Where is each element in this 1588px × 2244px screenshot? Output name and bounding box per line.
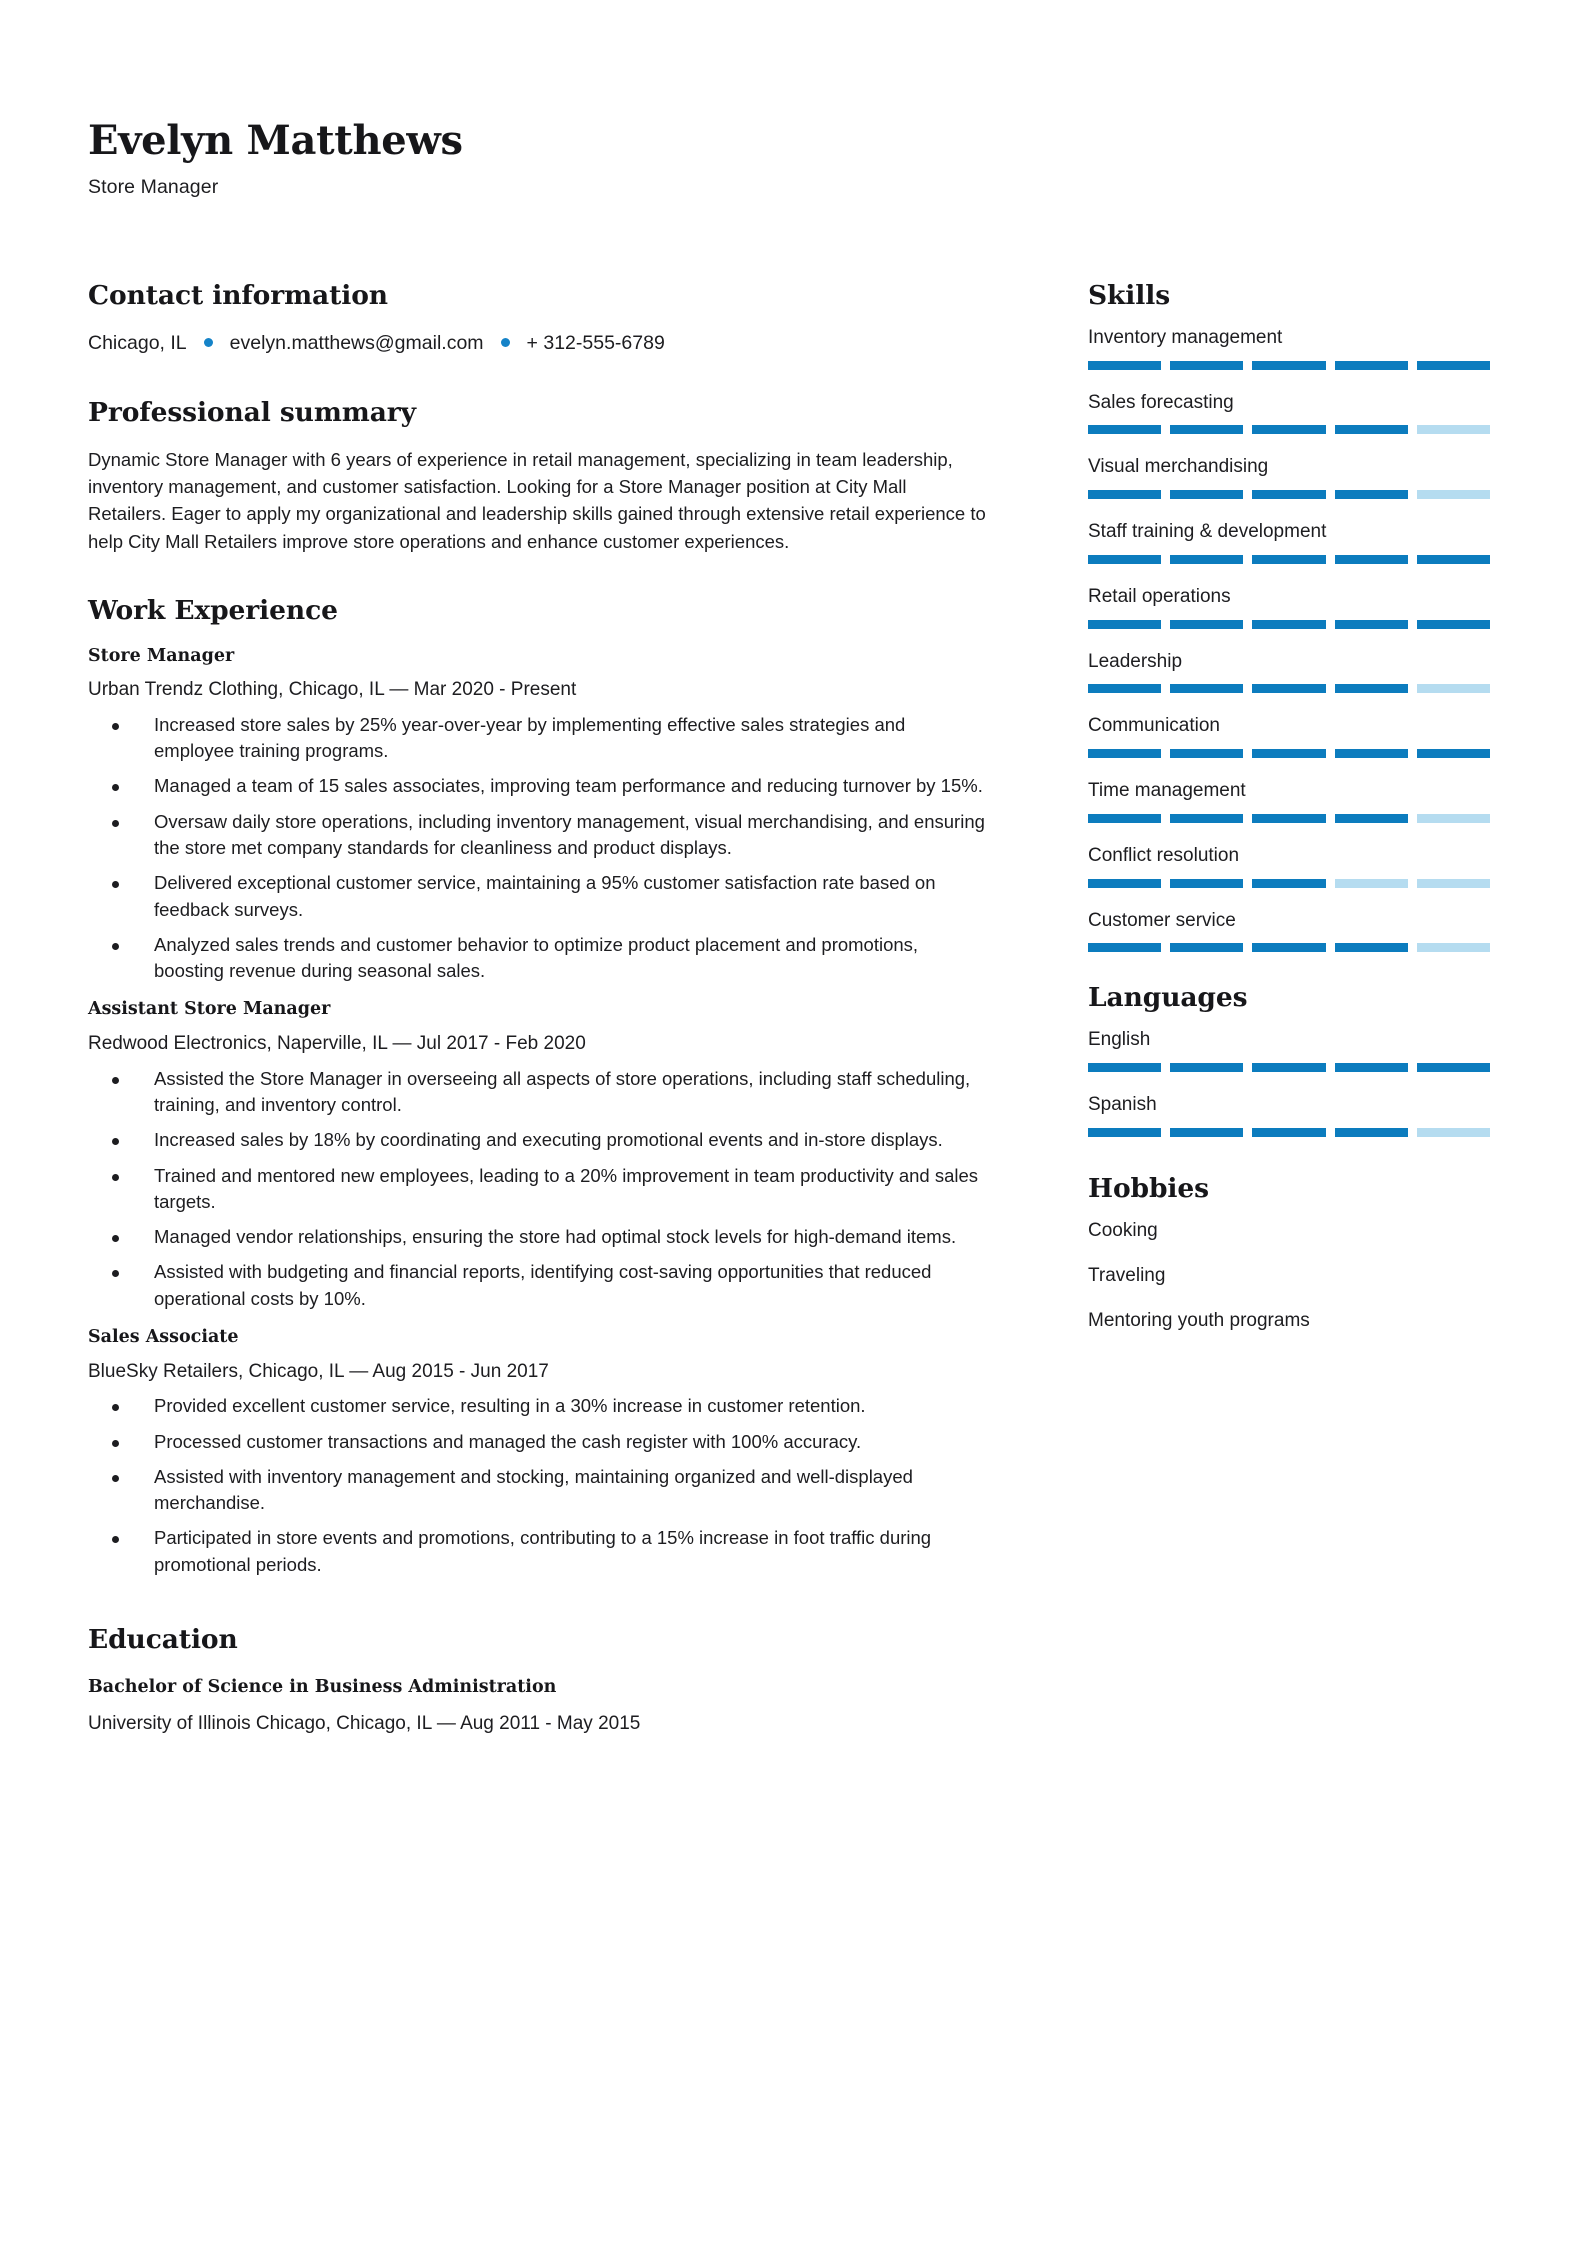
languages-list xyxy=(1088,1028,1490,1137)
professional-summary-section xyxy=(88,397,1018,555)
skill-item-label: Staff training & development xyxy=(1088,521,1327,543)
skill-item-label: Leadership xyxy=(1088,650,1183,672)
hobby-item: Cooking xyxy=(1088,1220,1158,1242)
contact-heading: Contact information xyxy=(88,280,388,311)
education-institution: University of Illinois Chicago, Chicago, IL — Aug 2011 - May 2015 xyxy=(88,1713,641,1735)
language-item-rating-bar xyxy=(1088,1128,1490,1137)
job-bullet: Oversaw daily store operations, including inventory management, visual merchandising, and ensuring the store met company standards for cleanliness and product displays. xyxy=(88,809,988,862)
candidate-job-title: Store Manager xyxy=(88,176,219,198)
rating-segment xyxy=(1252,425,1325,434)
skill-item xyxy=(1088,391,1490,435)
rating-segment xyxy=(1417,555,1490,564)
rating-segment xyxy=(1088,943,1161,952)
rating-segment xyxy=(1170,1128,1243,1137)
skill-item-rating-bar xyxy=(1088,749,1490,758)
language-item-label: Spanish xyxy=(1088,1093,1157,1115)
rating-segment xyxy=(1088,425,1161,434)
skill-item xyxy=(1088,326,1490,370)
rating-segment xyxy=(1252,555,1325,564)
job-role: Sales Associate xyxy=(88,1326,239,1347)
job-entry xyxy=(88,1326,1018,1578)
hobbies-section xyxy=(1088,1173,1490,1333)
skill-item xyxy=(1088,455,1490,499)
rating-segment xyxy=(1335,425,1408,434)
rating-segment xyxy=(1335,490,1408,499)
skill-item-label: Retail operations xyxy=(1088,585,1231,607)
work-experience-section xyxy=(88,595,1018,1578)
languages-heading: Languages xyxy=(1088,982,1248,1014)
rating-segment xyxy=(1335,361,1408,370)
contact-location: Chicago, IL xyxy=(88,331,187,354)
job-bullet: Participated in store events and promotions, contributing to a 15% increase in foot traffic during promotional periods. xyxy=(88,1525,988,1578)
skill-item-rating-bar xyxy=(1088,814,1490,823)
rating-segment xyxy=(1088,555,1161,564)
hobby-item: Mentoring youth programs xyxy=(1088,1309,1310,1331)
job-bullet: Analyzed sales trends and customer behavior to optimize product placement and promotions, boosting revenue during seasonal sales. xyxy=(88,932,988,985)
rating-segment xyxy=(1252,361,1325,370)
education-section xyxy=(88,1624,1018,1737)
rating-segment xyxy=(1417,879,1490,888)
rating-segment xyxy=(1417,361,1490,370)
rating-segment xyxy=(1252,620,1325,629)
rating-segment xyxy=(1088,814,1161,823)
rating-segment xyxy=(1170,555,1243,564)
rating-segment xyxy=(1170,425,1243,434)
rating-segment xyxy=(1335,620,1408,629)
skill-item-label: Inventory management xyxy=(1088,326,1283,348)
contact-details xyxy=(88,331,1018,355)
skill-item xyxy=(1088,585,1490,629)
rating-segment xyxy=(1417,620,1490,629)
rating-segment xyxy=(1252,684,1325,693)
rating-segment xyxy=(1252,1063,1325,1072)
rating-segment xyxy=(1417,425,1490,434)
rating-segment xyxy=(1417,490,1490,499)
job-bullet: Assisted with budgeting and financial reports, identifying cost-saving opportunities that reduced operational costs by 10%. xyxy=(88,1259,988,1312)
rating-segment xyxy=(1170,684,1243,693)
skill-item-rating-bar xyxy=(1088,620,1490,629)
job-entry xyxy=(88,998,1018,1312)
job-bullet: Managed a team of 15 sales associates, improving team performance and reducing turnover by 15%. xyxy=(88,773,988,799)
sidebar-column xyxy=(1088,280,1490,1354)
rating-segment xyxy=(1170,361,1243,370)
candidate-name: Evelyn Matthews xyxy=(88,117,463,164)
bullet-separator-icon xyxy=(501,338,510,347)
language-item-label: English xyxy=(1088,1029,1151,1051)
rating-segment xyxy=(1170,1063,1243,1072)
rating-segment xyxy=(1170,490,1243,499)
job-bullet: Increased sales by 18% by coordinating and executing promotional events and in-store displays. xyxy=(88,1127,988,1153)
skill-item-rating-bar xyxy=(1088,684,1490,693)
skill-item-rating-bar xyxy=(1088,425,1490,434)
skill-item xyxy=(1088,714,1490,758)
skill-item-label: Visual merchandising xyxy=(1088,456,1269,478)
job-bullet-list xyxy=(88,1393,1018,1578)
rating-segment xyxy=(1417,749,1490,758)
job-bullet: Provided excellent customer service, resulting in a 30% increase in customer retention. xyxy=(88,1393,988,1419)
contact-email[interactable]: evelyn.matthews@gmail.com xyxy=(229,331,484,354)
rating-segment xyxy=(1417,943,1490,952)
rating-segment xyxy=(1335,749,1408,758)
skill-item-rating-bar xyxy=(1088,555,1490,564)
job-bullet: Assisted the Store Manager in overseeing all aspects of store operations, including staff scheduling, training, and inventory control. xyxy=(88,1066,988,1119)
job-bullet: Processed customer transactions and managed the cash register with 100% accuracy. xyxy=(88,1429,988,1455)
work-experience-heading: Work Experience xyxy=(88,594,338,626)
job-list xyxy=(88,645,1018,1578)
job-role: Store Manager xyxy=(88,645,235,666)
skill-item-label: Time management xyxy=(1088,780,1246,802)
skills-heading: Skills xyxy=(1088,280,1171,311)
languages-section xyxy=(1088,982,1490,1136)
language-item xyxy=(1088,1093,1490,1137)
education-degree: Bachelor of Science in Business Administration xyxy=(88,1676,557,1697)
skill-item-rating-bar xyxy=(1088,361,1490,370)
rating-segment xyxy=(1088,361,1161,370)
skill-item xyxy=(1088,779,1490,823)
job-bullet: Managed vendor relationships, ensuring the store had optimal stock levels for high-demand items. xyxy=(88,1224,988,1250)
skill-item-label: Customer service xyxy=(1088,909,1236,931)
rating-segment xyxy=(1088,490,1161,499)
skill-item-rating-bar xyxy=(1088,879,1490,888)
job-bullet-list xyxy=(88,712,1018,984)
rating-segment xyxy=(1170,814,1243,823)
rating-segment xyxy=(1252,814,1325,823)
resume-header xyxy=(88,118,1088,199)
job-company-dates: BlueSky Retailers, Chicago, IL — Aug 2015 - Jun 2017 xyxy=(88,1360,549,1382)
rating-segment xyxy=(1417,1128,1490,1137)
job-bullet: Increased store sales by 25% year-over-year by implementing effective sales strategies and employee training programs. xyxy=(88,712,988,765)
job-company-dates: Redwood Electronics, Naperville, IL — Jul 2017 - Feb 2020 xyxy=(88,1033,586,1055)
rating-segment xyxy=(1335,814,1408,823)
rating-segment xyxy=(1335,943,1408,952)
rating-segment xyxy=(1088,684,1161,693)
rating-segment xyxy=(1088,749,1161,758)
rating-segment xyxy=(1335,879,1408,888)
rating-segment xyxy=(1252,1128,1325,1137)
education-heading: Education xyxy=(88,1623,238,1655)
rating-segment xyxy=(1252,943,1325,952)
hobby-item: Traveling xyxy=(1088,1265,1166,1287)
rating-segment xyxy=(1252,490,1325,499)
contact-phone[interactable]: + 312-555-6789 xyxy=(526,331,665,354)
skills-list xyxy=(1088,326,1490,953)
rating-segment xyxy=(1335,1063,1408,1072)
hobbies-heading: Hobbies xyxy=(1088,1172,1209,1204)
job-bullet: Trained and mentored new employees, leading to a 20% improvement in team productivity and sales targets. xyxy=(88,1163,988,1216)
rating-segment xyxy=(1417,1063,1490,1072)
job-role: Assistant Store Manager xyxy=(88,999,331,1020)
contact-information-section xyxy=(88,280,1018,355)
rating-segment xyxy=(1417,684,1490,693)
rating-segment xyxy=(1088,879,1161,888)
job-company-dates: Urban Trendz Clothing, Chicago, IL — Mar 2020 - Present xyxy=(88,679,577,701)
rating-segment xyxy=(1335,555,1408,564)
job-entry xyxy=(88,645,1018,985)
main-column xyxy=(88,280,1018,1737)
bullet-separator-icon xyxy=(204,338,213,347)
rating-segment xyxy=(1252,749,1325,758)
language-item xyxy=(1088,1028,1490,1072)
skill-item xyxy=(1088,520,1490,564)
skill-item xyxy=(1088,844,1490,888)
summary-heading: Professional summary xyxy=(88,397,416,429)
summary-text: Dynamic Store Manager with 6 years of experience in retail management, specializing in team leadership, inventory management, and customer satisfaction. Looking for a Store Manager position at City Mall Retailers. Eager to apply my organizational and leadership skills gained through extensive retail experience to help City Mall Retailers improve store operations and enhance customer experiences. xyxy=(88,448,986,552)
rating-segment xyxy=(1088,620,1161,629)
language-item-rating-bar xyxy=(1088,1063,1490,1072)
rating-segment xyxy=(1417,814,1490,823)
skill-item-label: Communication xyxy=(1088,715,1220,737)
rating-segment xyxy=(1170,943,1243,952)
skill-item xyxy=(1088,650,1490,694)
skill-item-label: Conflict resolution xyxy=(1088,844,1240,866)
hobbies-list xyxy=(1088,1219,1490,1332)
rating-segment xyxy=(1170,879,1243,888)
rating-segment xyxy=(1170,620,1243,629)
rating-segment xyxy=(1335,684,1408,693)
skill-item-rating-bar xyxy=(1088,490,1490,499)
rating-segment xyxy=(1252,879,1325,888)
rating-segment xyxy=(1170,749,1243,758)
skill-item-label: Sales forecasting xyxy=(1088,391,1234,413)
skill-item xyxy=(1088,909,1490,953)
rating-segment xyxy=(1335,1128,1408,1137)
job-bullet: Delivered exceptional customer service, maintaining a 95% customer satisfaction rate based on feedback surveys. xyxy=(88,870,988,923)
rating-segment xyxy=(1088,1063,1161,1072)
rating-segment xyxy=(1088,1128,1161,1137)
job-bullet: Assisted with inventory management and stocking, maintaining organized and well-displayed merchandise. xyxy=(88,1464,988,1517)
skill-item-rating-bar xyxy=(1088,943,1490,952)
job-bullet-list xyxy=(88,1066,1018,1312)
skills-section xyxy=(1088,280,1490,952)
